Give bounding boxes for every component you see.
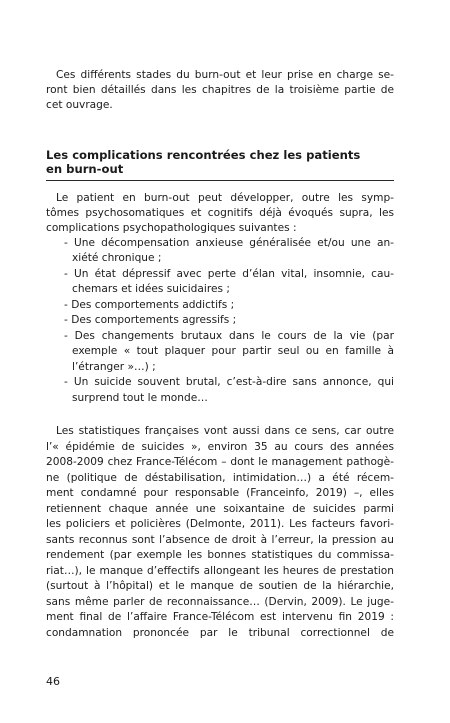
- list-item: - Des comportements addictifs ;: [64, 299, 235, 311]
- section-divider: [46, 180, 394, 181]
- page-number: 46: [46, 675, 60, 688]
- paragraph-line: Les statistiques françaises vont aussi dans ce sens, car outre: [56, 425, 394, 437]
- paragraph-line: ment final de l’affaire France-Télécom est intervenu fin 2019 :: [46, 611, 394, 623]
- section-title: en burn-out: [46, 162, 124, 176]
- list-item: - Des comportements agressifs ;: [64, 314, 237, 326]
- list-item: - Des changements brutaux dans le cours de la vie (par: [64, 330, 394, 342]
- paragraph-line: ment condamné pour responsable (Franceinfo, 2019) –, elles: [46, 487, 394, 499]
- intro-line: ront bien détaillés dans les chapitres de la troisième partie de: [46, 84, 394, 96]
- paragraph-line: Le patient en burn-out peut développer, outre les symp-: [56, 192, 394, 204]
- list-item-cont: surprend tout le monde…: [72, 392, 208, 404]
- list-item-cont: chemars et idées suicidaires ;: [72, 283, 230, 295]
- paragraph-line: rendement (par exemple les bonnes statistiques du commissa-: [46, 549, 394, 561]
- paragraph-line: riat…), le manque d’effectifs allongeant les heures de prestation: [46, 565, 394, 577]
- paragraph-line: (surtout à l’hôpital) et le manque de soutien de la hiérarchie,: [46, 580, 394, 592]
- paragraph-line: ne (politique de déstabilisation, intimidation…) a été récem-: [46, 472, 394, 484]
- paragraph-line: retiennent chaque année une soixantaine de suicides parmi: [46, 503, 394, 515]
- list-item: - Une décompensation anxieuse généralisée et/ou une an-: [64, 237, 394, 249]
- section-title: Les complications rencontrées chez les patients: [46, 148, 361, 162]
- paragraph-line: complications psychopathologiques suivantes :: [46, 222, 297, 234]
- list-item-cont: l’étranger »…) ;: [72, 361, 156, 373]
- paragraph-line: l’« épidémie de suicides », environ 35 au cours des années: [46, 441, 394, 453]
- intro-line: cet ouvrage.: [46, 99, 113, 111]
- list-item: - Un suicide souvent brutal, c’est-à-dire sans annonce, qui: [64, 376, 394, 388]
- paragraph-line: tômes psychosomatiques et cognitifs déjà évoqués supra, les: [46, 207, 394, 219]
- paragraph-line: condamnation prononcée par le tribunal correctionnel de: [46, 627, 394, 639]
- paragraph-line: sants reconnus sont l’absence de droit à l’erreur, la pression au: [46, 534, 394, 546]
- list-item-cont: exemple « tout plaquer pour partir seul ou en famille à: [72, 345, 394, 357]
- list-item-cont: xiété chronique ;: [72, 252, 162, 264]
- list-item: - Un état dépressif avec perte d’élan vital, insomnie, cau-: [64, 268, 394, 280]
- document-page: [46, 0, 394, 723]
- paragraph-line: 2008-2009 chez France-Télécom – dont le management pathogè-: [46, 456, 394, 468]
- paragraph-line: sans même parler de reconnaissance… (Dervin, 2009). Le juge-: [46, 596, 394, 608]
- paragraph-line: les policiers et policières (Delmonte, 2011). Les facteurs favori-: [46, 518, 394, 530]
- intro-line: Ces différents stades du burn-out et leur prise en charge se-: [56, 69, 394, 81]
